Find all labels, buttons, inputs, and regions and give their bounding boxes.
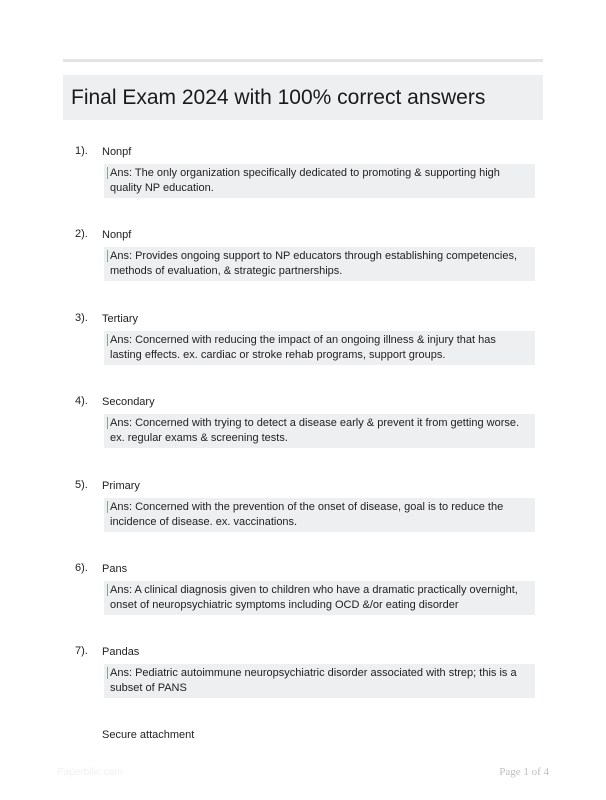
question-number: 5). (75, 479, 88, 491)
title-banner (63, 75, 543, 120)
question-term: Primary (102, 480, 140, 492)
answer-box: Ans: Concerned with trying to detect a disease early & prevent it from getting worse. ex. regular exams & screening tests. (104, 414, 535, 448)
answer-box: Ans: Concerned with the prevention of the onset of disease, goal is to reduce the incidence of disease. ex. vaccinations. (104, 498, 535, 532)
question-number: 3). (75, 312, 88, 324)
question-number: 6). (75, 562, 88, 574)
top-divider (63, 59, 543, 62)
footer-brand-watermark: Paperbilic.com (57, 767, 123, 778)
answer-box: Ans: Concerned with reducing the impact of an ongoing illness & injury that has lasting effects. ex. cardiac or stroke rehab programs, support groups. (104, 331, 535, 365)
question-term: Tertiary (102, 313, 139, 325)
question-term: Pans (102, 563, 128, 575)
question-number: 4). (75, 395, 88, 407)
question-number: 7). (75, 645, 88, 657)
answer-box: Ans: Provides ongoing support to NP educators through establishing competencies, methods of evaluation, & strategic partnerships. (104, 247, 535, 281)
question-term: Nonpf (102, 146, 132, 158)
page-indicator: Page 1 of 4 (499, 766, 549, 778)
question-term: Nonpf (102, 229, 132, 241)
answer-box: Ans: A clinical diagnosis given to children who have a dramatic practically overnight, onset of neuropsychiatric symptoms including OCD &/or eating disorder (104, 581, 535, 615)
answer-box: Ans: The only organization specifically dedicated to promoting & supporting high quality NP education. (104, 164, 535, 198)
trailing-question-term: Secure attachment (102, 729, 195, 741)
question-number: 2). (75, 228, 88, 240)
question-term: Secondary (102, 396, 155, 408)
question-number: 1). (75, 145, 88, 157)
answer-box: Ans: Pediatric autoimmune neuropsychiatric disorder associated with strep; this is a subset of PANS (104, 664, 535, 698)
question-term: Pandas (102, 646, 140, 658)
document-title: Final Exam 2024 with 100% correct answers (71, 86, 486, 109)
